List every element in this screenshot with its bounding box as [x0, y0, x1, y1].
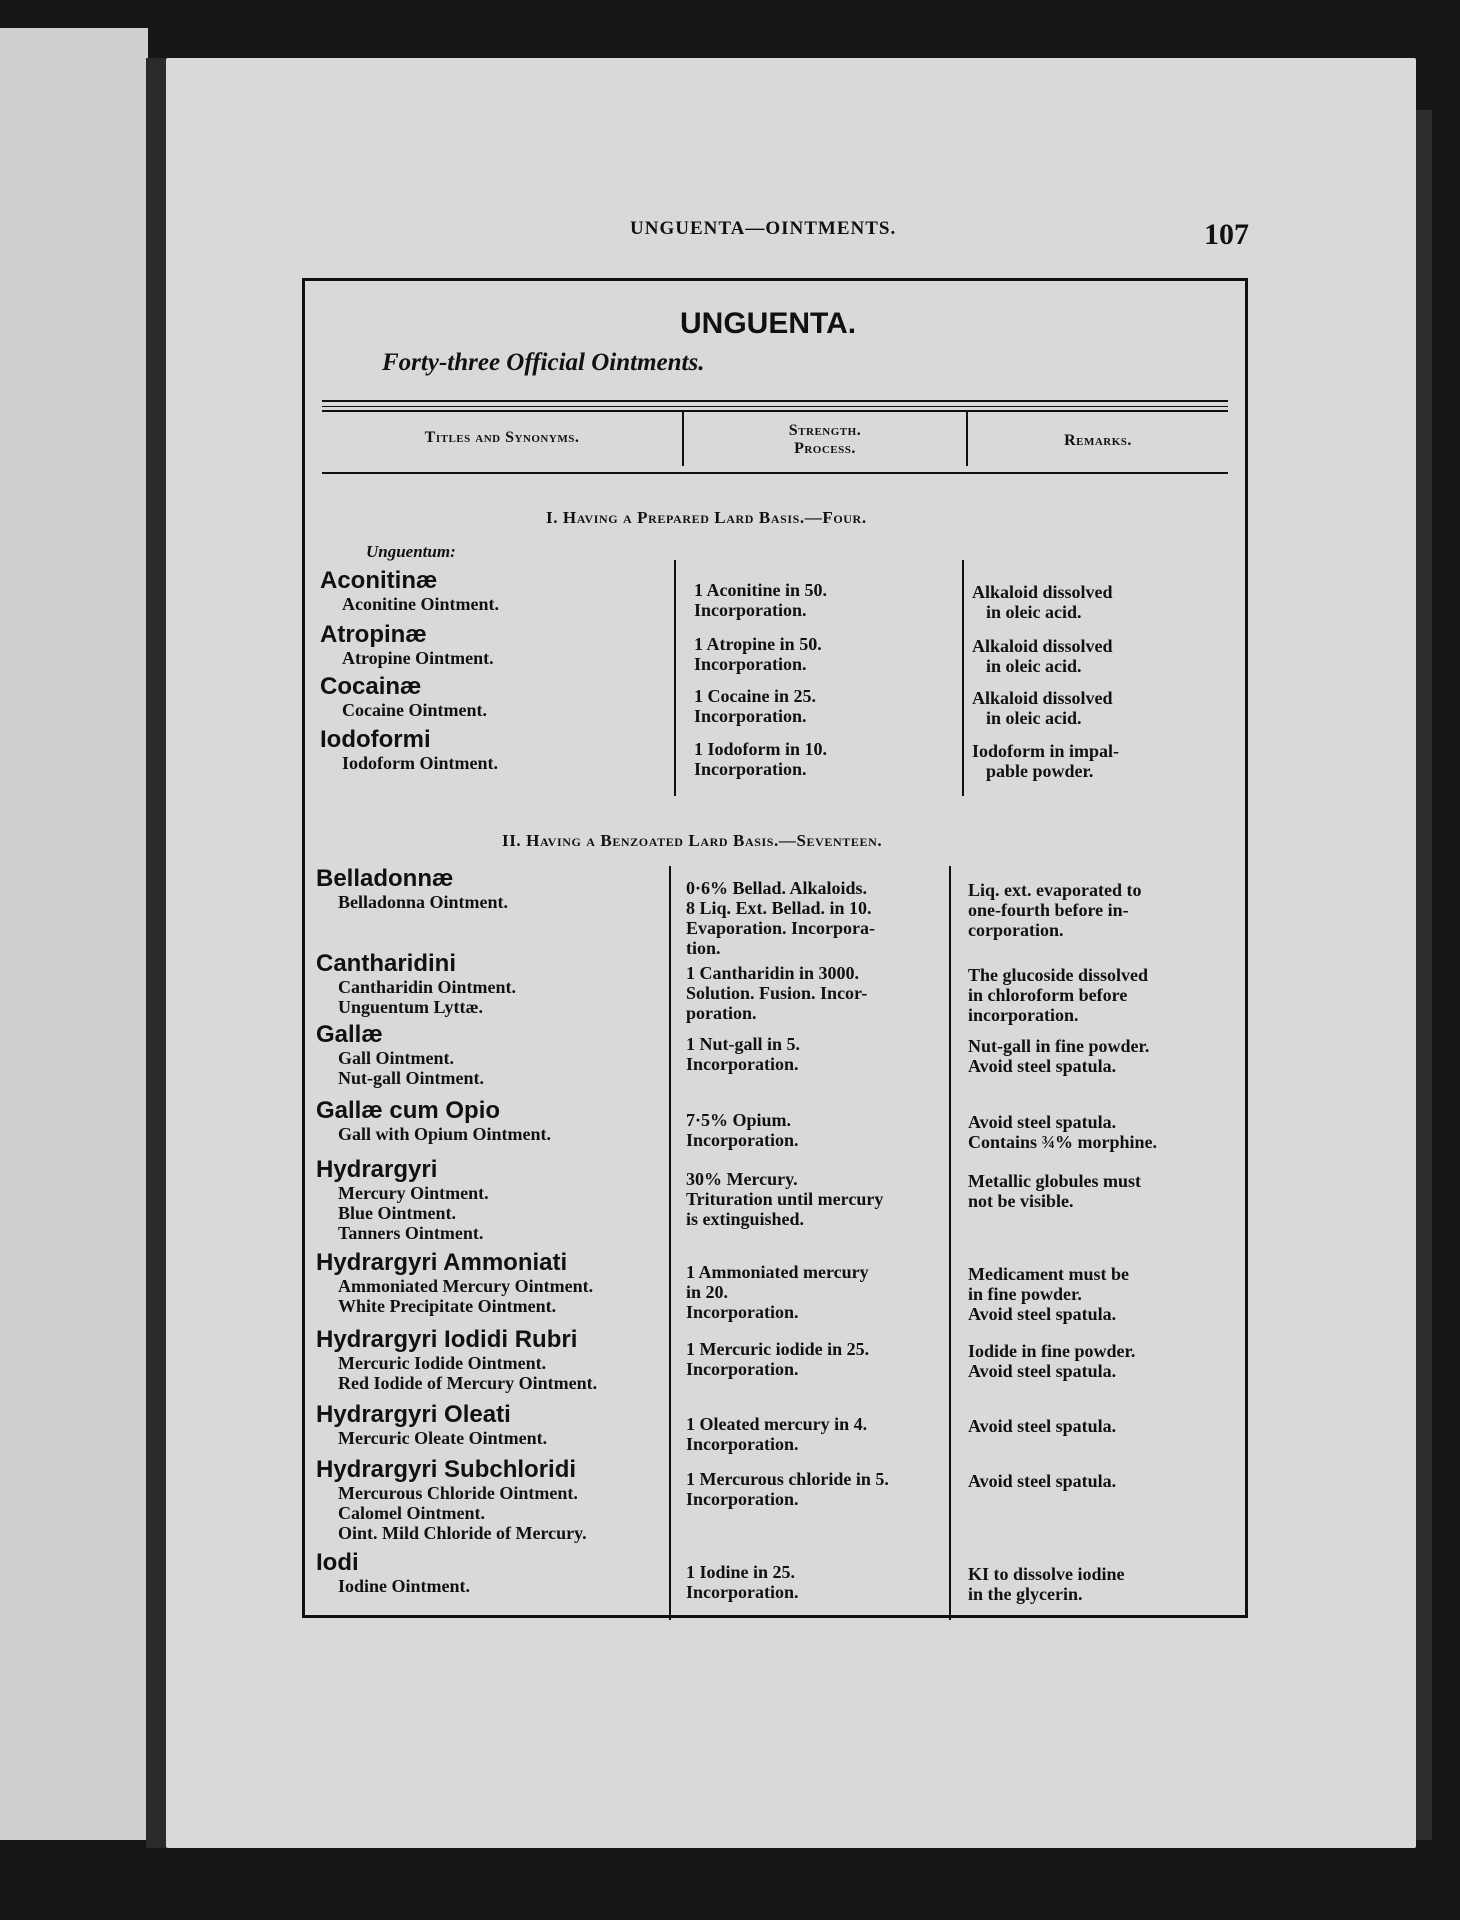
entry-name: Iodi: [316, 1549, 359, 1576]
remarks-text: in oleic acid.: [986, 708, 1082, 728]
entry-synonym: Oint. Mild Chloride of Mercury.: [338, 1523, 587, 1543]
remarks-text: incorporation.: [968, 1005, 1079, 1025]
remarks-text: KI to dissolve iodine: [968, 1564, 1125, 1584]
remarks-text: in oleic acid.: [986, 656, 1082, 676]
column-divider: [669, 866, 671, 1620]
entry-name: Iodoformi: [320, 726, 431, 753]
header-rule-top-second: [322, 410, 1228, 412]
column-header-titles: Titles and Synonyms.: [424, 429, 580, 446]
running-head: UNGUENTA—OINTMENTS.: [630, 218, 897, 239]
entry-synonym: Atropine Ointment.: [342, 648, 494, 668]
strength-text: 1 Nut-gall in 5.: [686, 1034, 801, 1054]
entry-synonym: Blue Ointment.: [338, 1203, 457, 1223]
column-divider: [949, 866, 951, 1620]
header-rule-bottom: [322, 472, 1228, 474]
strength-text: in 20.: [686, 1282, 729, 1302]
remarks-text: Alkaloid dissolved: [972, 688, 1113, 708]
strength-text: 1 Oleated mercury in 4.: [686, 1414, 868, 1434]
remarks-text: Avoid steel spatula.: [968, 1304, 1117, 1324]
remarks-text: Avoid steel spatula.: [968, 1361, 1117, 1381]
column-divider: [962, 560, 964, 796]
remarks-text: Alkaloid dissolved: [972, 636, 1113, 656]
strength-text: poration.: [686, 1003, 757, 1023]
header-divider: [682, 412, 684, 466]
remarks-text: Metallic globules must: [968, 1171, 1141, 1191]
strength-text: 8 Liq. Ext. Bellad. in 10.: [686, 898, 872, 918]
remarks-text: in the glycerin.: [968, 1584, 1083, 1604]
strength-text: 1 Cantharidin in 3000.: [686, 963, 860, 983]
table-title: UNGUENTA.: [680, 307, 857, 340]
entry-name: Atropinæ: [320, 621, 427, 648]
column-divider: [674, 560, 676, 796]
entry-synonym: Calomel Ointment.: [338, 1503, 485, 1523]
strength-text: 1 Mercurous chloride in 5.: [686, 1469, 889, 1489]
remarks-text: Avoid steel spatula.: [968, 1112, 1117, 1132]
entry-synonym: Mercuric Iodide Ointment.: [338, 1353, 547, 1373]
entry-synonym: Unguentum Lyttæ.: [338, 997, 484, 1017]
remarks-text: Avoid steel spatula.: [968, 1056, 1117, 1076]
remarks-text: Iodide in fine powder.: [968, 1341, 1136, 1361]
entry-synonym: Mercuric Oleate Ointment.: [338, 1428, 548, 1448]
entry-name: Hydrargyri: [316, 1156, 438, 1183]
strength-text: 1 Ammoniated mercury: [686, 1262, 869, 1282]
strength-text: 1 Aconitine in 50.: [694, 580, 828, 600]
entry-synonym: Gall Ointment.: [338, 1048, 454, 1068]
strength-text: 0·6% Bellad. Alkaloids.: [686, 878, 868, 898]
entry-synonym: Iodoform Ointment.: [342, 753, 498, 773]
strength-text: Incorporation.: [686, 1359, 799, 1379]
entry-synonym: Ammoniated Mercury Ointment.: [338, 1276, 594, 1296]
header-rule-top-thin: [322, 406, 1228, 407]
strength-text: 1 Mercuric iodide in 25.: [686, 1339, 870, 1359]
remarks-text: Nut-gall in fine powder.: [968, 1036, 1150, 1056]
left-page-edge: [0, 28, 148, 1840]
strength-text: Incorporation.: [694, 759, 807, 779]
table-subtitle: Forty-three Official Ointments.: [382, 349, 705, 376]
remarks-text: Alkaloid dissolved: [972, 582, 1113, 602]
remarks-text: in chloroform before: [968, 985, 1128, 1005]
entry-name: Hydrargyri Iodidi Rubri: [316, 1326, 578, 1353]
strength-text: Incorporation.: [686, 1302, 799, 1322]
strength-text: is extinguished.: [686, 1209, 805, 1229]
strength-text: Solution. Fusion. Incor-: [686, 983, 868, 1003]
strength-text: Incorporation.: [686, 1054, 799, 1074]
entry-name: Belladonnæ: [316, 865, 454, 892]
page-number: 107: [1204, 218, 1249, 251]
entry-synonym: Mercurous Chloride Ointment.: [338, 1483, 578, 1503]
remarks-text: The glucoside dissolved: [968, 965, 1149, 985]
strength-text: 1 Iodine in 25.: [686, 1562, 796, 1582]
strength-text: Trituration until mercury: [686, 1189, 884, 1209]
section-heading: I. Having a Prepared Lard Basis.—Four.: [546, 508, 867, 527]
strength-text: Incorporation.: [686, 1434, 799, 1454]
remarks-text: Liq. ext. evaporated to: [968, 880, 1142, 900]
strength-text: 1 Cocaine in 25.: [694, 686, 817, 706]
entry-name: Cocainæ: [320, 673, 422, 700]
strength-text: Incorporation.: [694, 600, 807, 620]
entry-synonym: Tanners Ointment.: [338, 1223, 484, 1243]
remarks-text: Avoid steel spatula.: [968, 1471, 1117, 1491]
header-rule-top: [322, 400, 1228, 402]
entry-name: Aconitinæ: [320, 567, 438, 594]
remarks-text: Avoid steel spatula.: [968, 1416, 1117, 1436]
strength-text: 7·5% Opium.: [686, 1110, 792, 1130]
entry-name: Hydrargyri Subchloridi: [316, 1456, 577, 1483]
remarks-text: in fine powder.: [968, 1284, 1082, 1304]
basis-label: Unguentum:: [366, 542, 456, 561]
entry-name: Gallæ: [316, 1021, 383, 1048]
strength-text: Incorporation.: [686, 1489, 799, 1509]
strength-text: 1 Atropine in 50.: [694, 634, 822, 654]
strength-text: Evaporation. Incorpora-: [686, 918, 875, 938]
entry-synonym: Nut-gall Ointment.: [338, 1068, 484, 1088]
remarks-text: not be visible.: [968, 1191, 1074, 1211]
entry-synonym: Belladonna Ointment.: [338, 892, 509, 912]
strength-text: Incorporation.: [694, 706, 807, 726]
column-header-strength-line: Strength.: [788, 422, 862, 439]
page-edge: [1416, 110, 1432, 1840]
column-header-strength-line: Process.: [794, 440, 856, 457]
entry-synonym: Cantharidin Ointment.: [338, 977, 517, 997]
strength-text: Incorporation.: [694, 654, 807, 674]
remarks-text: corporation.: [968, 920, 1064, 940]
remarks-text: Medicament must be: [968, 1264, 1129, 1284]
strength-text: Incorporation.: [686, 1130, 799, 1150]
entry-name: Cantharidini: [316, 950, 457, 977]
remarks-text: pable powder.: [986, 761, 1094, 781]
entry-name: Hydrargyri Oleati: [316, 1401, 511, 1428]
header-divider: [966, 412, 968, 466]
remarks-text: Contains ¾% morphine.: [968, 1132, 1158, 1152]
entry-synonym: White Precipitate Ointment.: [338, 1296, 557, 1316]
entry-synonym: Aconitine Ointment.: [342, 594, 499, 614]
entry-name: Gallæ cum Opio: [316, 1097, 501, 1124]
column-header-remarks: Remarks.: [1064, 432, 1132, 449]
remarks-text: in oleic acid.: [986, 602, 1082, 622]
section-heading: II. Having a Benzoated Lard Basis.—Seventeen.: [502, 831, 883, 850]
column-header-strength: [684, 422, 966, 458]
strength-text: 1 Iodoform in 10.: [694, 739, 828, 759]
entry-synonym: Iodine Ointment.: [338, 1576, 471, 1596]
strength-text: Incorporation.: [686, 1582, 799, 1602]
book-spine: [146, 58, 166, 1848]
entry-synonym: Gall with Opium Ointment.: [338, 1124, 552, 1144]
strength-text: 30% Mercury.: [686, 1169, 798, 1189]
strength-text: tion.: [686, 938, 721, 958]
remarks-text: Iodoform in impal-: [972, 741, 1120, 761]
remarks-text: one-fourth before in-: [968, 900, 1129, 920]
entry-synonym: Cocaine Ointment.: [342, 700, 487, 720]
entry-name: Hydrargyri Ammoniati: [316, 1249, 568, 1276]
entry-synonym: Red Iodide of Mercury Ointment.: [338, 1373, 598, 1393]
entry-synonym: Mercury Ointment.: [338, 1183, 489, 1203]
